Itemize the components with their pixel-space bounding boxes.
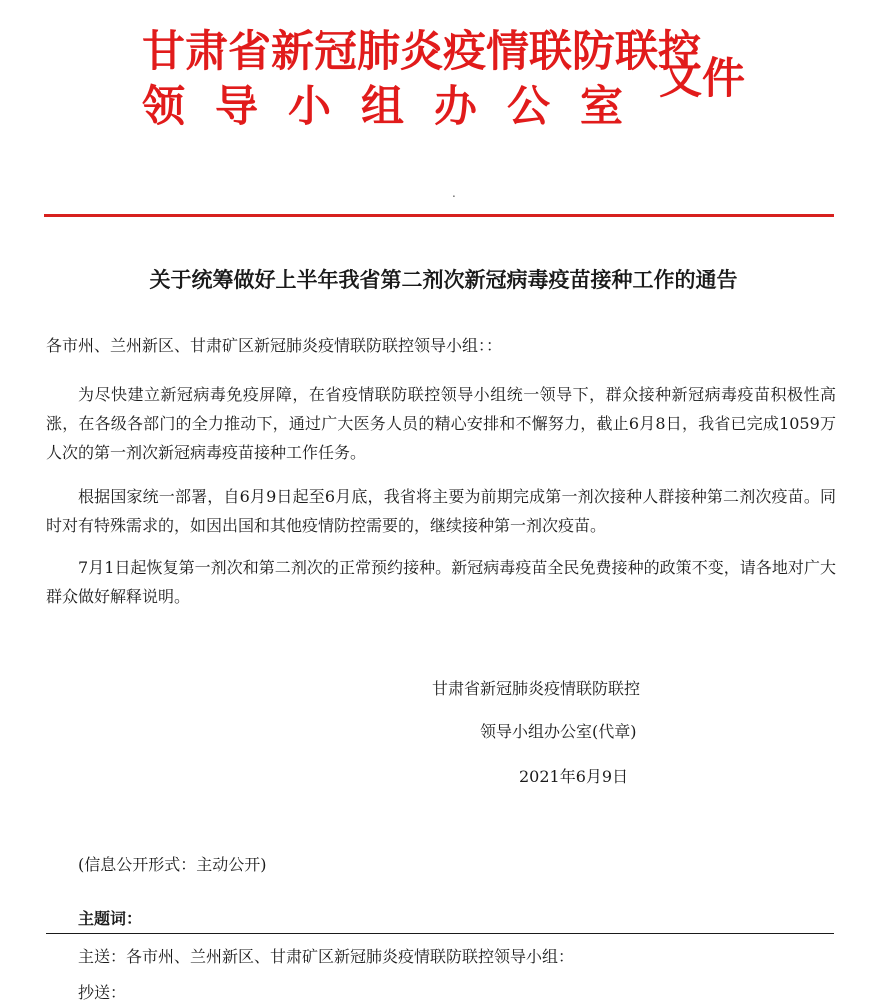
document-title: 关于统筹做好上半年我省第二剂次新冠病毒疫苗接种工作的通告	[149, 267, 738, 292]
signature-date: 2021年6月9日	[519, 767, 629, 786]
signature-org-line1: 甘肃省新冠肺炎疫情联防联控	[432, 679, 641, 698]
header-suffix: 文件	[659, 54, 745, 104]
paragraph-3: 7月1日起恢复第一剂次和第二剂次的正常预约接种。新冠病毒疫苗全民免费接种的政策不变，请各地对广大群众做好解释说明。	[46, 558, 836, 606]
footer-divider	[46, 933, 834, 934]
send-to: 主送：各市州、兰州新区、甘肃矿区新冠肺炎疫情联防联控领导小组：	[78, 947, 575, 966]
disclosure-note: (信息公开形式：主动公开)	[78, 855, 267, 874]
salutation: 各市州、兰州新区、甘肃矿区新冠肺炎疫情联防联控领导小组：：	[46, 336, 503, 355]
paragraph-2: 根据国家统一部署，自6月9日起至6月底，我省将主要为前期完成第一剂次接种人群接种第二剂次疫苗。同时对有特殊需求的，如因出国和其他疫情防控需要的，继续接种第一剂次疫苗。	[46, 487, 836, 535]
signature-org-line2: 领导小组办公室(代章)	[480, 722, 637, 741]
paragraph-1: 为尽快建立新冠病毒免疫屏障，在省疫情联防联控领导小组统一领导下，群众接种新冠病毒疫苗积极性高涨，在各级各部门的全力推动下，通过广大医务人员的精心安排和不懈努力，截止6月8日，我省已完成1059万人次的第一剂次新冠病毒疫苗接种工作任务。	[46, 385, 836, 462]
red-divider	[44, 214, 834, 217]
cc: 抄送：	[78, 983, 127, 1002]
header-dot: .	[452, 186, 456, 200]
keywords-label: 主题词：	[78, 909, 143, 928]
header-org-line2: 领导小组办公室	[142, 82, 653, 132]
header-org-line1: 甘肃省新冠肺炎疫情联防联控	[142, 27, 701, 77]
